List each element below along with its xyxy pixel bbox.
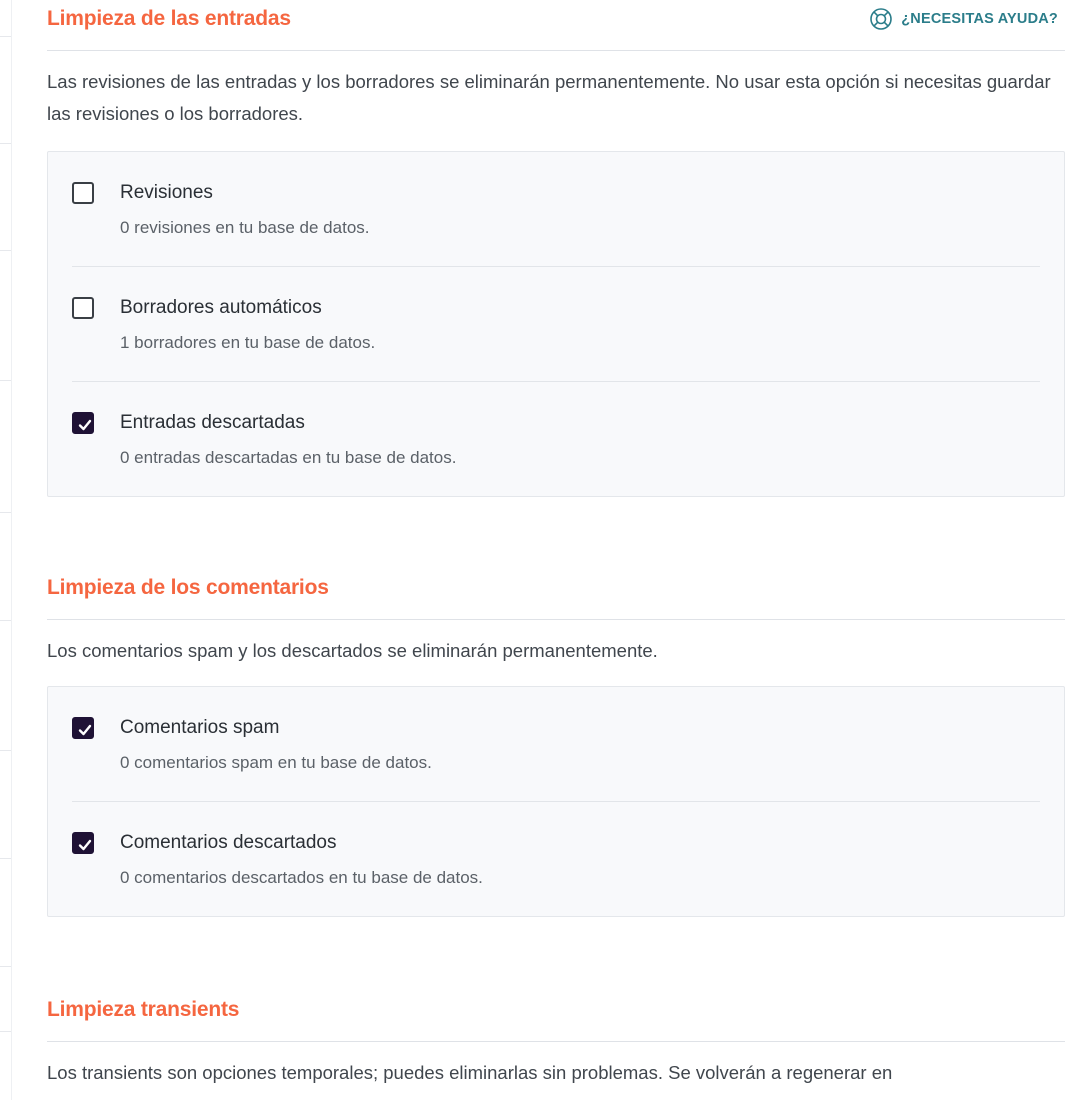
trashed-posts-checkbox[interactable] (72, 412, 94, 434)
help-link[interactable] (869, 7, 1058, 31)
option-label: Borradores automáticos (120, 297, 322, 318)
option-count: 1 borradores en tu base de datos. (120, 333, 376, 352)
checkmark-icon (76, 721, 94, 739)
help-label: ¿NECESITAS AYUDA? (901, 11, 1058, 27)
sidebar-edge (0, 0, 12, 1100)
checkmark-icon (76, 836, 94, 854)
section-title: Limpieza de las entradas (47, 7, 291, 30)
section-title: Limpieza de los comentarios (47, 576, 329, 599)
sidebar-divider (0, 512, 11, 513)
option-trashed-posts[interactable] (72, 382, 1040, 496)
section-description: Los transients son opciones temporales; puedes eliminarlas sin problemas. Se volverán a regenerar en (47, 1062, 893, 1083)
lifebuoy-icon (869, 7, 893, 31)
trashed-comments-checkbox[interactable] (72, 832, 94, 854)
section-posts-cleanup (47, 0, 1065, 497)
option-label: Comentarios descartados (120, 832, 337, 853)
option-count: 0 entradas descartadas en tu base de datos. (120, 448, 457, 467)
option-revisions[interactable] (72, 152, 1040, 267)
option-auto-drafts[interactable] (72, 267, 1040, 382)
spam-comments-checkbox[interactable] (72, 717, 94, 739)
option-spam-comments[interactable] (72, 687, 1040, 802)
settings-content (47, 0, 1065, 1089)
option-label: Entradas descartadas (120, 412, 305, 433)
sidebar-divider (0, 380, 11, 381)
sidebar-divider (0, 750, 11, 751)
sidebar-divider (0, 250, 11, 251)
section-title: Limpieza transients (47, 998, 240, 1021)
section-header (47, 991, 1065, 1042)
revisions-checkbox[interactable] (72, 182, 94, 204)
section-header (47, 569, 1065, 620)
option-label: Comentarios spam (120, 717, 280, 738)
section-description: Las revisiones de las entradas y los borradores se eliminarán permanentemente. No usar esta opción si necesitas guardar las revisiones o los borradores. (47, 71, 1051, 124)
sidebar-divider (0, 858, 11, 859)
section-header (47, 0, 1065, 51)
sidebar-divider (0, 1031, 11, 1032)
option-count: 0 comentarios spam en tu base de datos. (120, 753, 432, 772)
section-comments-cleanup (47, 569, 1065, 917)
auto-drafts-checkbox[interactable] (72, 297, 94, 319)
option-trashed-comments[interactable] (72, 802, 1040, 916)
section-transients-cleanup (47, 991, 1065, 1089)
checkmark-icon (76, 416, 94, 434)
sidebar-divider (0, 143, 11, 144)
option-count: 0 comentarios descartados en tu base de datos. (120, 868, 483, 887)
sidebar-divider (0, 36, 11, 37)
option-count: 0 revisiones en tu base de datos. (120, 218, 370, 237)
options-panel (47, 686, 1065, 917)
sidebar-divider (0, 966, 11, 967)
sidebar-divider (0, 620, 11, 621)
options-panel (47, 151, 1065, 497)
option-label: Revisiones (120, 182, 213, 203)
section-description: Los comentarios spam y los descartados se eliminarán permanentemente. (47, 640, 658, 661)
